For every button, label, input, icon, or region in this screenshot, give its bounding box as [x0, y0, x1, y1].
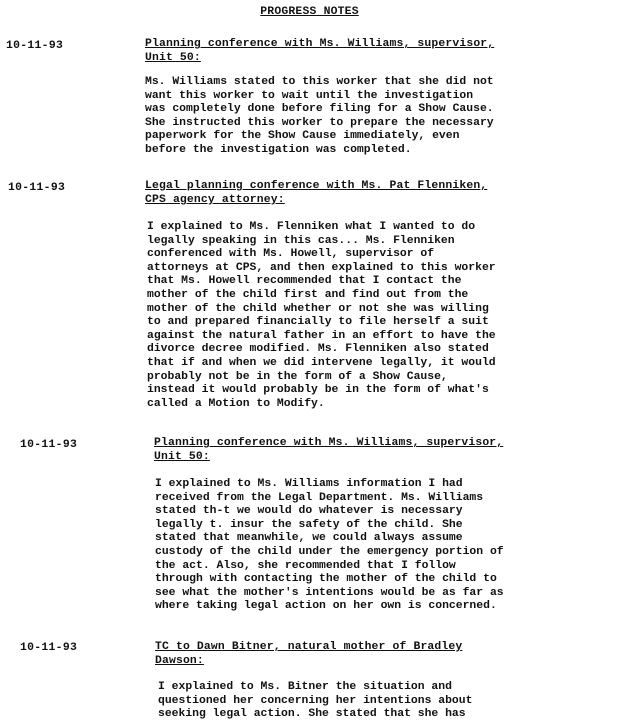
page-title: PROGRESS NOTES [260, 6, 359, 18]
entry-heading: Planning conference with Ms. Williams, supervisor, Unit 50: [145, 38, 495, 64]
entry-date: 10-11-93 [20, 439, 78, 451]
entry-heading: TC to Dawn Bitner, natural mother of Bradley Dawson: [155, 641, 463, 667]
entry-date: 10-11-93 [20, 642, 78, 654]
entry-body: I explained to Ms. Bitner the situation and questioned her concerning her intentions about seeking legal action. She stated that she has [158, 681, 473, 721]
entry-heading: Planning conference with Ms. Williams, supervisor, Unit 50: [154, 437, 504, 463]
entry-body: Ms. Williams stated to this worker that she did not want this worker to wait until the investigation was completely done before filing for a Show Cause. She instructed this worker to prepare the necessary paperwork for the Show Cause immediately, even before the investigation was completed. [145, 76, 494, 156]
entry-body: I explained to Ms. Williams information I had received from the Legal Department. Ms. Williams stated th-t we would do whatever is necessary legally t. insur the safety of the child. She stated that meanwhile, we could always assume custody of the child under the emergency portion of the act. Also, she recommended that I follow through with contacting the mother of the child to see what the mother's intentions would be as far as where taking legal action on her own is concerned. [155, 478, 504, 613]
entry-heading: Legal planning conference with Ms. Pat Flenniken, CPS agency attorney: [145, 180, 488, 206]
entry-date: 10-11-93 [6, 40, 64, 52]
entry-date: 10-11-93 [8, 182, 66, 194]
entry-body: I explained to Ms. Flenniken what I wanted to do legally speaking in this cas... Ms. Flenniken conferenced with Ms. Howell, supervisor of attorneys at CPS, and then explained to this worker that Ms. Howell recommended that I contact the mother of the child first and find out from the mother of the child whether or not she was willing to and prepared financially to file herself a suit against the natural father in an effort to have the divorce decree modified. Ms. Flenniken also stated that if and when we did intervene legally, it would probably not be in the form of a Show Cause, instead it would probably be in the form of what's called a Motion to Modify. [147, 221, 496, 410]
